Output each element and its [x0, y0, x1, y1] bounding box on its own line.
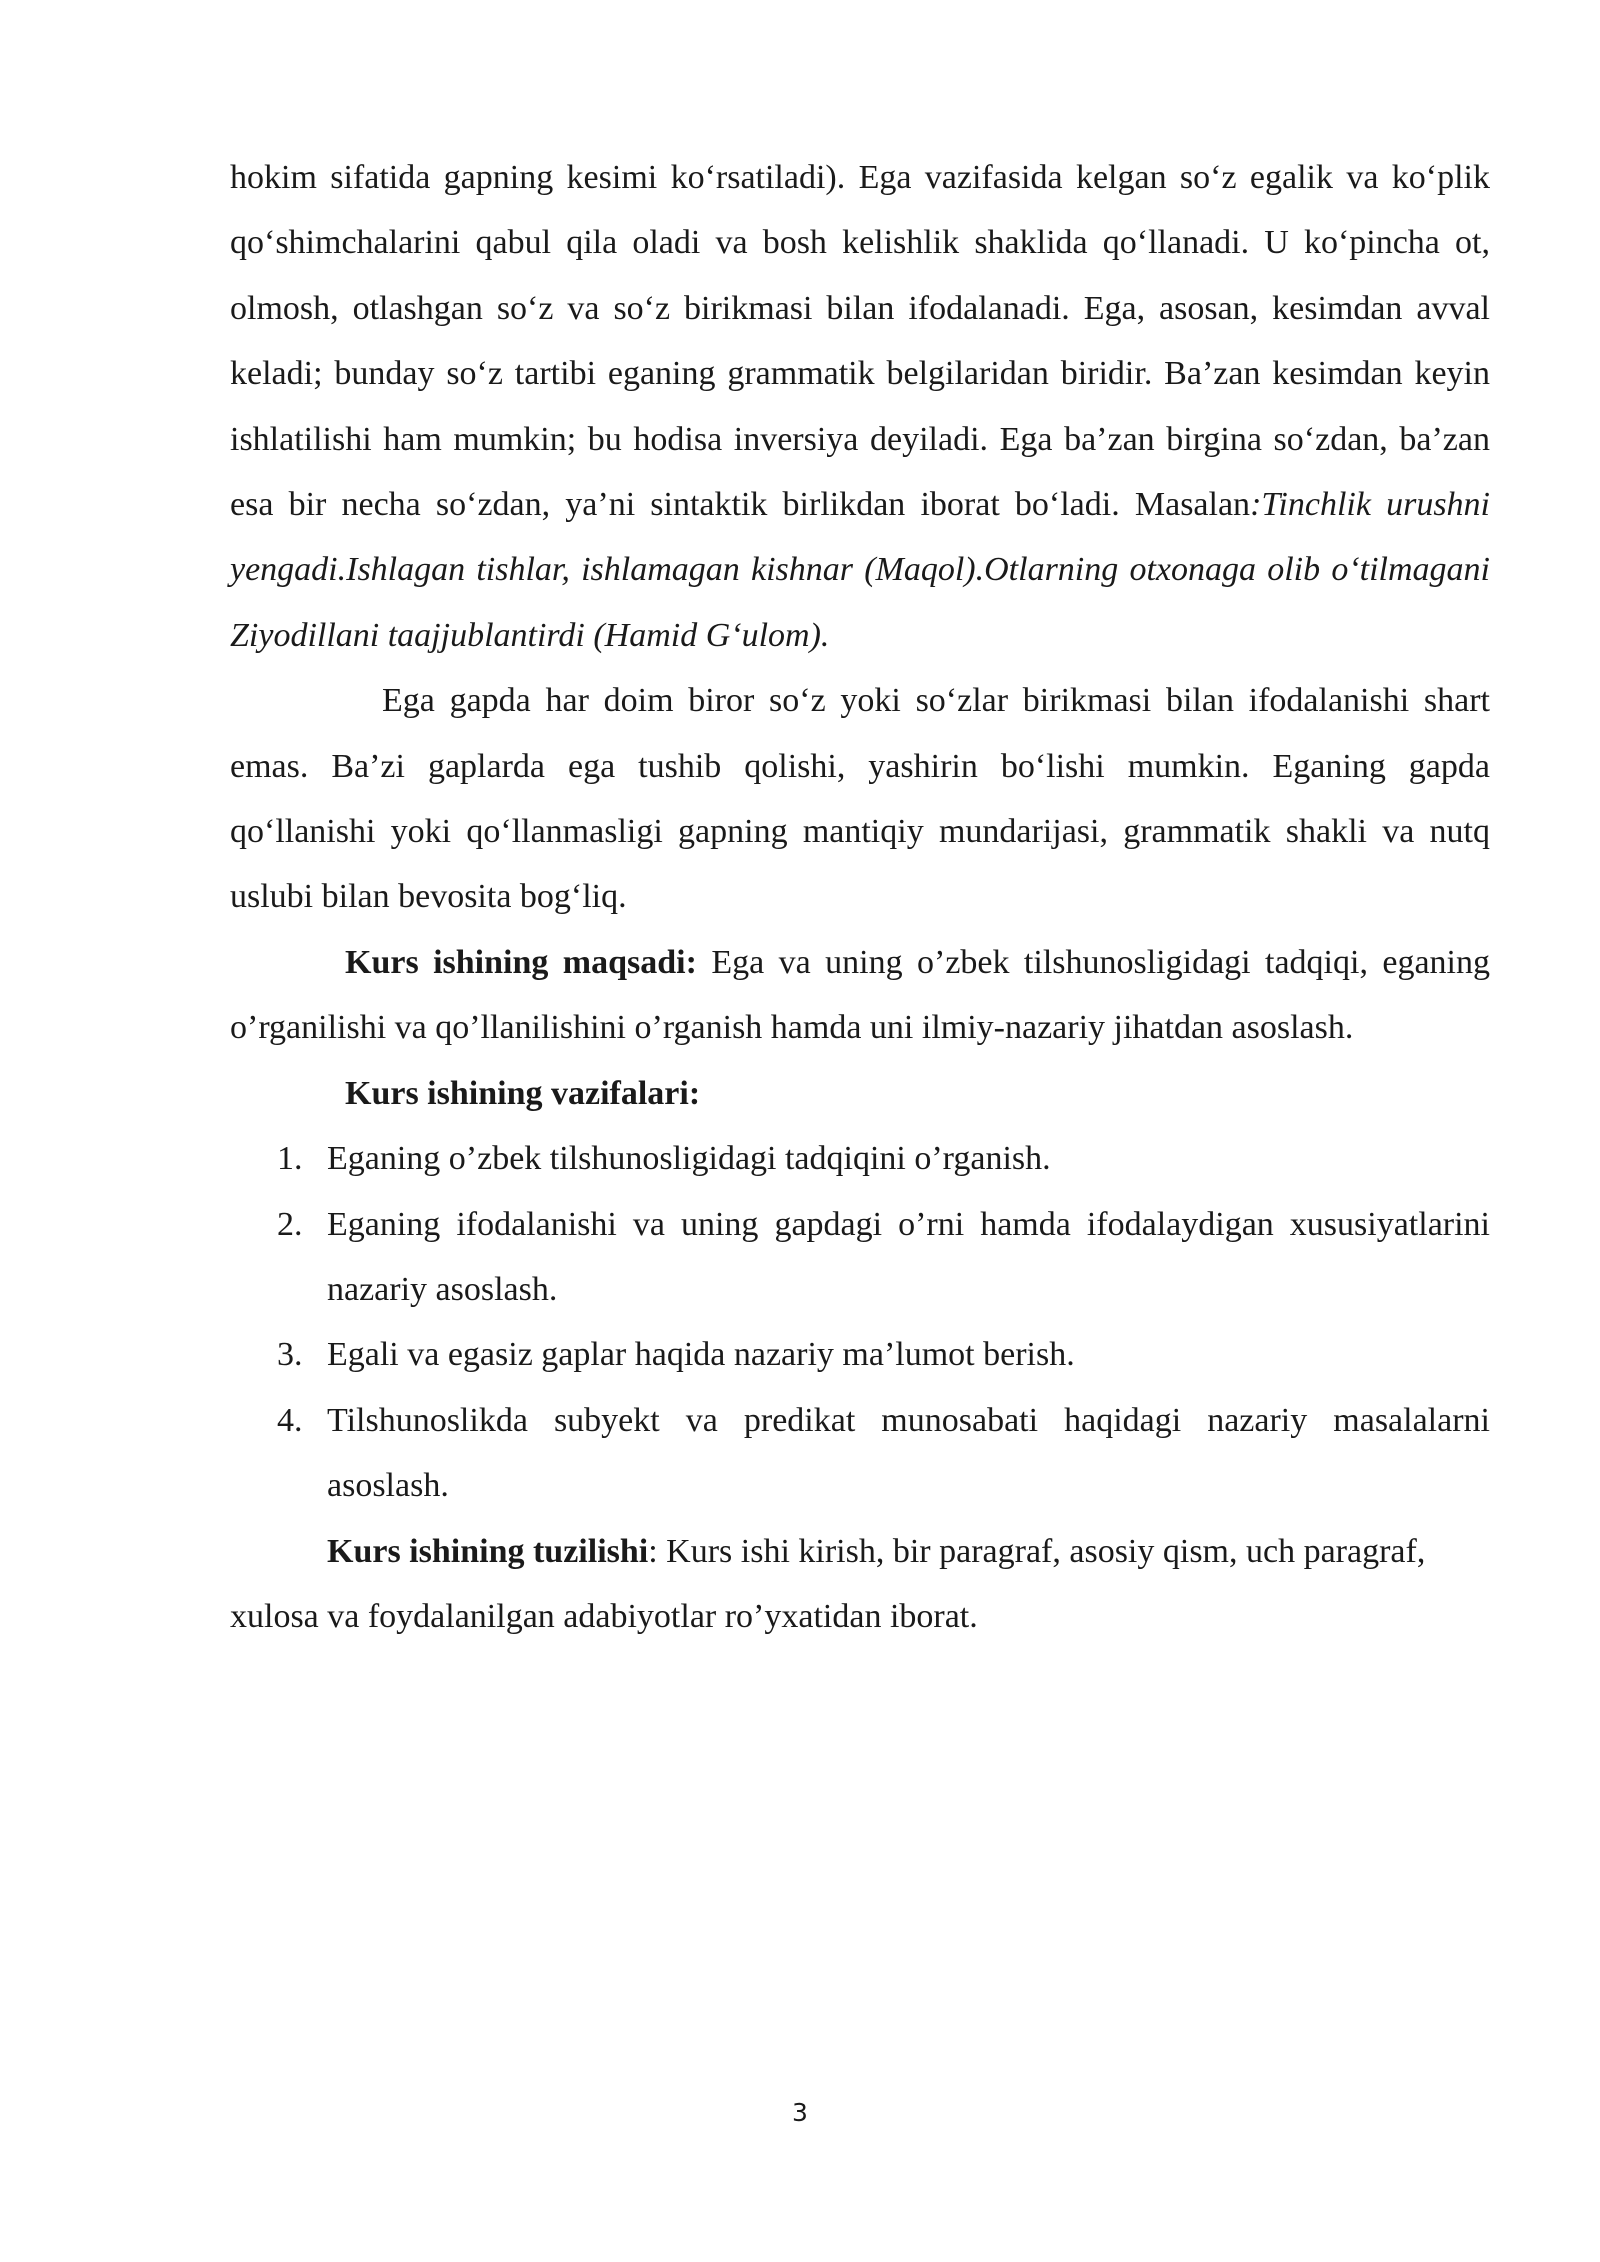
- document-page: [230, 145, 1490, 1649]
- structure-text: : Kurs ishi kirish, bir paragraf, asosiy qism, uch paragraf, xulosa va foydalanilgan adabiyotlar ro’yxatidan iborat.: [230, 1532, 1426, 1635]
- list-item: [230, 1322, 1490, 1387]
- paragraph-ega-omission: [230, 668, 1490, 930]
- list-item-text: Eganing ifodalanishi va uning gapdagi o’rni hamda ifodalaydigan xususiyatlarini nazariy asoslash.: [327, 1205, 1490, 1308]
- goal-label: Kurs ishining maqsadi:: [345, 943, 697, 981]
- tasks-heading: [230, 1061, 1490, 1126]
- structure-label: Kurs ishining tuzilishi: [327, 1532, 649, 1570]
- paragraph-ega-definition: [230, 145, 1490, 668]
- tasks-label: Kurs ishining vazifalari:: [345, 1074, 701, 1112]
- paragraph-text: hokim sifatida gapning kesimi ko‘rsatiladi). Ega vazifasida kelgan so‘z egalik va ko‘plik qo‘shimchalarini qabul qila oladi va bosh kelishlik shaklida qo‘llanadi. U ko‘pincha ot, olmosh, otlashgan so‘z va so‘z birikmasi bilan ifodalanadi. Ega, asosan, kesimdan avval keladi; bunday so‘z tartibi eganing grammatik belgilaridan biridir. Ba’zan kesimdan keyin ishlatilishi ham mumkin; bu hodisa inversiya deyiladi. Ega ba’zan birgina so‘zdan, ba’zan esa bir necha so‘zdan, ya’ni sintaktik birlikdan iborat bo‘ladi. Masalan: [230, 159, 1490, 524]
- list-item-number: 3.: [277, 1336, 303, 1374]
- list-item: [230, 1126, 1490, 1191]
- list-item: [230, 1388, 1490, 1519]
- list-item-number: 1.: [277, 1140, 303, 1178]
- page-number: 3: [792, 2098, 808, 2127]
- example-sentences: :Tinchlik urushni yengadi.Ishlagan tishlar, ishlamagan kishnar (Maqol).Otlarning otxonaga olib o‘tilmagani Ziyodillani taajjublantirdi (Hamid G‘ulom).: [230, 486, 1490, 654]
- list-item-text: Eganing o’zbek tilshunosligidagi tadqiqini o’rganish.: [327, 1140, 1051, 1178]
- paragraph-text: Ega gapda har doim biror so‘z yoki so‘zlar birikmasi bilan ifodalanishi shart emas. Ba’zi gaplarda ega tushib qolishi, yashirin bo‘lishi mumkin. Eganing gapda qo‘llanishi yoki qo‘llanmasligi gapning mantiqiy mundarijasi, grammatik shakli va nutq uslubi bilan bevosita bog‘liq.: [230, 682, 1490, 916]
- tasks-list: [230, 1126, 1490, 1518]
- list-item-number: 2.: [277, 1205, 303, 1243]
- goal-paragraph: [230, 930, 1490, 1061]
- list-item-text: Tilshunoslikda subyekt va predikat munosabati haqidagi nazariy masalalarni asoslash.: [327, 1401, 1490, 1505]
- list-item-number: 4.: [277, 1401, 303, 1439]
- list-item-text: Egali va egasiz gaplar haqida nazariy ma’lumot berish.: [327, 1336, 1075, 1374]
- structure-paragraph: [230, 1519, 1490, 1650]
- list-item: [230, 1192, 1490, 1323]
- goal-text: Ega va uning o’zbek tilshunosligidagi tadqiqi, eganing o’rganilishi va qo’llanilishini o’rganish hamda uni ilmiy-nazariy jihatdan asoslash.: [230, 943, 1490, 1047]
